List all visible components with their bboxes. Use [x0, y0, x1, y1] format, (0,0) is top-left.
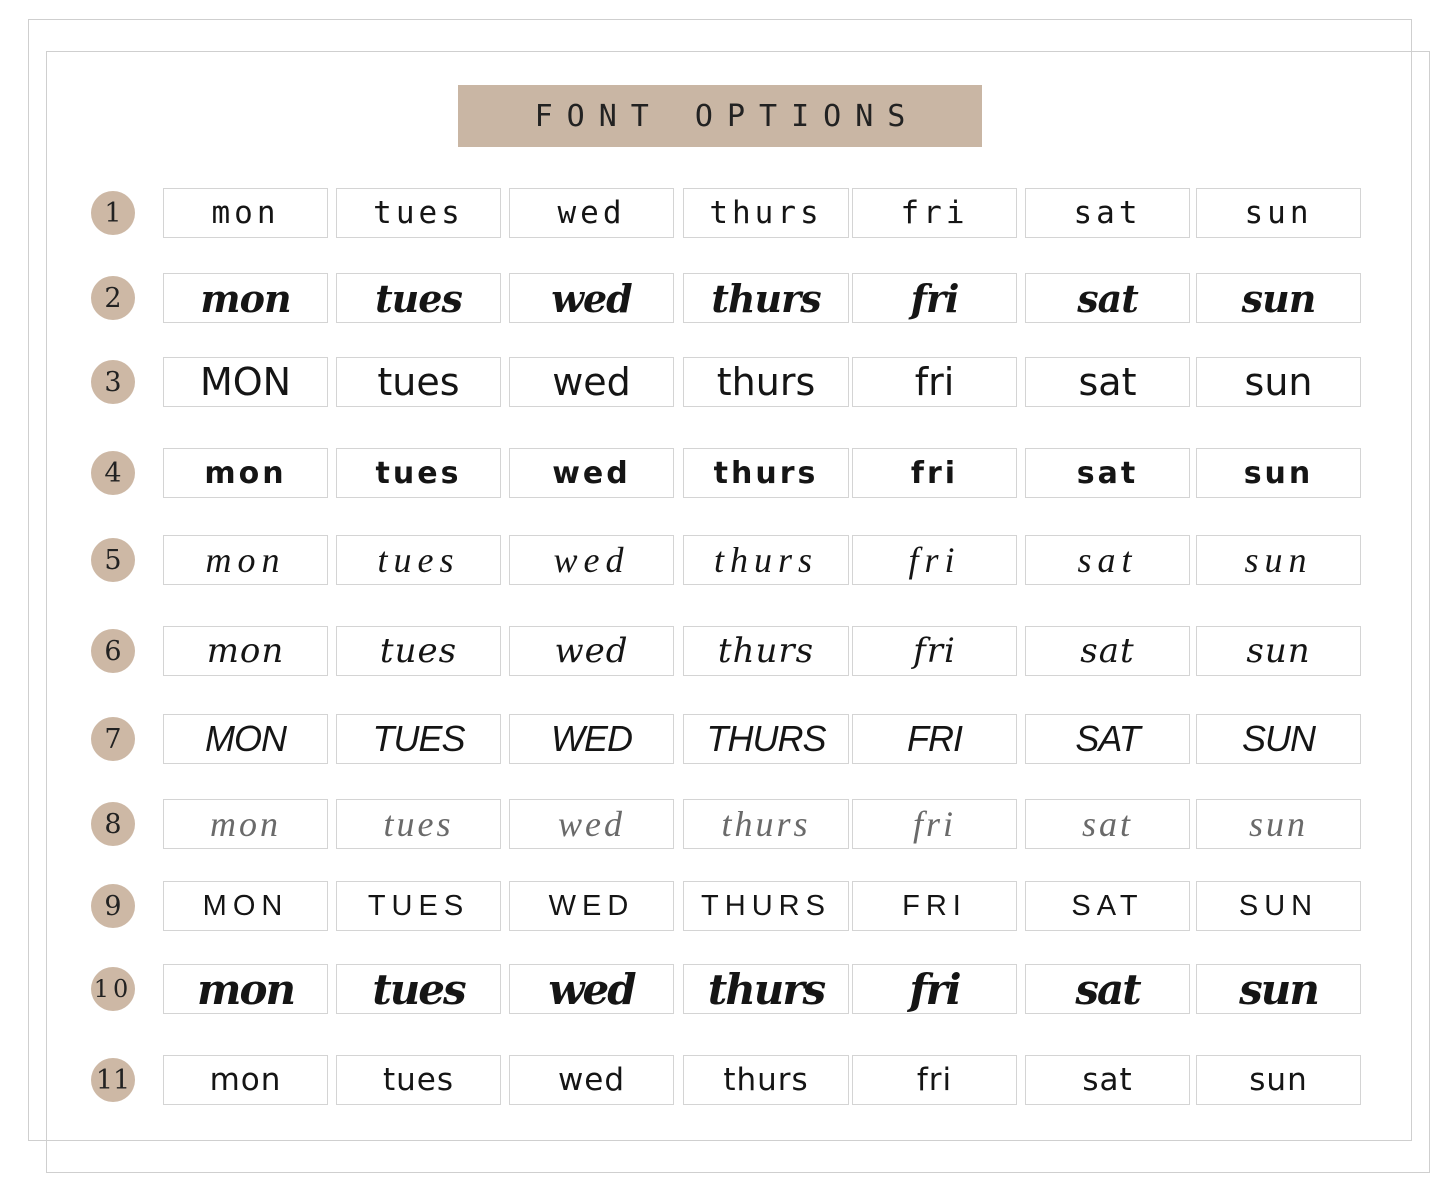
day-cell-sat: sat [1025, 964, 1190, 1014]
day-cell-mon: mon [163, 1055, 328, 1105]
day-cell-mon: mon [163, 448, 328, 498]
font-option-row-1[interactable] [0, 188, 1452, 238]
option-number-badge: 8 [91, 802, 135, 846]
day-cell-tues: tues [336, 188, 501, 238]
day-cell-fri: fri [852, 448, 1017, 498]
day-cell-fri: fri [852, 357, 1017, 407]
day-cell-sun: sun [1196, 626, 1361, 676]
day-cell-thurs: thurs [683, 626, 849, 676]
day-cell-sun: sun [1196, 188, 1361, 238]
day-cell-thurs: thurs [683, 357, 849, 407]
day-cell-sun: SUN [1196, 714, 1361, 764]
option-number-badge: 9 [91, 884, 135, 928]
day-cell-sat: sat [1025, 535, 1190, 585]
option-number-badge: 11 [91, 1058, 135, 1102]
day-cell-wed: wed [509, 188, 674, 238]
day-cell-sat: sat [1025, 357, 1190, 407]
day-cell-fri: fri [852, 964, 1017, 1014]
day-cell-wed: WED [509, 714, 674, 764]
day-cell-thurs: THURS [683, 714, 849, 764]
day-cell-mon: mon [163, 535, 328, 585]
day-cell-thurs: thurs [683, 799, 849, 849]
day-cell-thurs: thurs [683, 1055, 849, 1105]
font-option-row-7[interactable] [0, 714, 1452, 764]
day-cell-tues: tues [336, 799, 501, 849]
day-cell-wed: wed [509, 1055, 674, 1105]
day-cell-fri: fri [852, 799, 1017, 849]
option-number-badge: 4 [91, 451, 135, 495]
font-option-row-11[interactable] [0, 1055, 1452, 1105]
day-cell-mon: mon [163, 799, 328, 849]
day-cell-tues: tues [336, 964, 501, 1014]
font-option-row-8[interactable] [0, 799, 1452, 849]
font-option-row-6[interactable] [0, 626, 1452, 676]
day-cell-sun: sun [1196, 1055, 1361, 1105]
option-number-badge: 7 [91, 717, 135, 761]
font-option-row-10[interactable] [0, 964, 1452, 1014]
day-cell-sun: sun [1196, 964, 1361, 1014]
day-cell-tues: TUES [336, 881, 501, 931]
day-cell-sat: sat [1025, 448, 1190, 498]
day-cell-sat: SAT [1025, 881, 1190, 931]
day-cell-wed: wed [509, 626, 674, 676]
day-cell-wed: wed [509, 273, 674, 323]
option-number-badge: 6 [91, 629, 135, 673]
day-cell-tues: tues [336, 273, 501, 323]
day-cell-wed: wed [509, 799, 674, 849]
day-cell-thurs: thurs [683, 188, 849, 238]
day-cell-mon: mon [163, 964, 328, 1014]
day-cell-fri: fri [852, 626, 1017, 676]
day-cell-fri: fri [852, 273, 1017, 323]
day-cell-tues: tues [336, 626, 501, 676]
day-cell-sun: SUN [1196, 881, 1361, 931]
day-cell-sat: sat [1025, 799, 1190, 849]
day-cell-wed: WED [509, 881, 674, 931]
day-cell-mon: mon [163, 273, 328, 323]
day-cell-fri: fri [852, 188, 1017, 238]
day-cell-fri: fri [852, 535, 1017, 585]
day-cell-sat: sat [1025, 273, 1190, 323]
day-cell-thurs: thurs [683, 448, 849, 498]
day-cell-thurs: thurs [683, 535, 849, 585]
day-cell-sun: sun [1196, 799, 1361, 849]
day-cell-fri: FRI [852, 714, 1017, 764]
page-title: FONT OPTIONS [534, 98, 920, 134]
day-cell-sat: SAT [1025, 714, 1190, 764]
day-cell-tues: tues [336, 448, 501, 498]
day-cell-mon: mon [163, 626, 328, 676]
day-cell-wed: wed [509, 964, 674, 1014]
day-cell-sat: sat [1025, 1055, 1190, 1105]
day-cell-fri: FRI [852, 881, 1017, 931]
font-option-row-3[interactable] [0, 357, 1452, 407]
day-cell-wed: wed [509, 357, 674, 407]
day-cell-sun: sun [1196, 357, 1361, 407]
day-cell-mon: MON [163, 714, 328, 764]
font-option-row-2[interactable] [0, 273, 1452, 323]
day-cell-tues: tues [336, 357, 501, 407]
font-option-row-9[interactable] [0, 881, 1452, 931]
option-number-badge: 1 [91, 191, 135, 235]
day-cell-thurs: thurs [683, 273, 849, 323]
day-cell-sun: sun [1196, 448, 1361, 498]
day-cell-mon: mon [163, 188, 328, 238]
day-cell-mon: MON [163, 881, 328, 931]
day-cell-tues: tues [336, 535, 501, 585]
option-number-badge: 2 [91, 276, 135, 320]
font-option-row-4[interactable] [0, 448, 1452, 498]
option-number-badge: 3 [91, 360, 135, 404]
day-cell-sat: sat [1025, 626, 1190, 676]
day-cell-tues: TUES [336, 714, 501, 764]
day-cell-wed: wed [509, 448, 674, 498]
option-number-badge: 5 [91, 538, 135, 582]
day-cell-sat: sat [1025, 188, 1190, 238]
day-cell-sun: sun [1196, 535, 1361, 585]
day-cell-tues: tues [336, 1055, 501, 1105]
font-option-row-5[interactable] [0, 535, 1452, 585]
day-cell-mon: MON [163, 357, 328, 407]
day-cell-sun: sun [1196, 273, 1361, 323]
day-cell-thurs: THURS [683, 881, 849, 931]
option-number-badge: 10 [91, 967, 135, 1011]
day-cell-fri: fri [852, 1055, 1017, 1105]
day-cell-wed: wed [509, 535, 674, 585]
day-cell-thurs: thurs [683, 964, 849, 1014]
